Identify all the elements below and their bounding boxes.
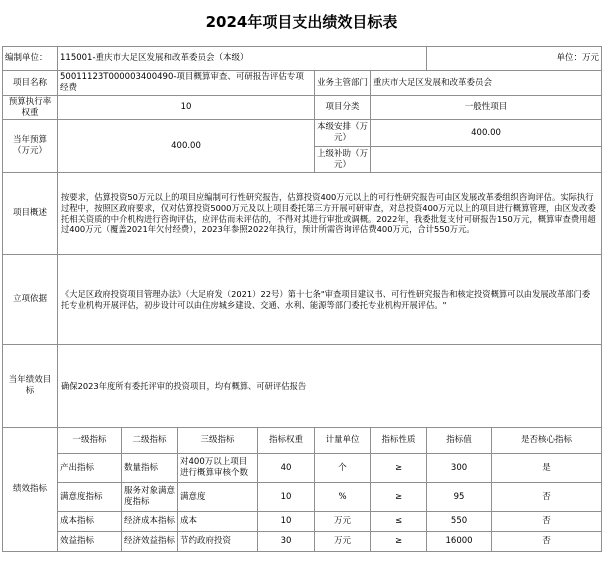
indicator-l1: 效益指标 [58, 532, 122, 552]
indicator-header: 三级指标 [178, 428, 258, 454]
indicator-unit: 万元 [315, 512, 371, 532]
indicator-l2: 服务对象满意度指标 [122, 483, 178, 512]
budget-label: 当年预算（万元） [3, 120, 58, 173]
project-name-value: 50011123T000003400490-项目概算审查、可研报告评估专项经费 [58, 71, 315, 96]
exec-rate-value: 10 [58, 96, 315, 120]
indicator-l3: 成本 [178, 512, 258, 532]
dept-label: 业务主管部门 [315, 71, 371, 96]
indicator-unit: 万元 [315, 532, 371, 552]
overview-row [3, 173, 602, 255]
project-name-label: 项目名称 [3, 71, 58, 96]
basis-text: 《大足区政府投资项目管理办法》（大足府发（2021）22号）第十七条"审查项目建议书、可行性研究报告和核定投资概算可以由发展改革部门委托专业机构开展评估，初步设计可以由住房城乡建设、交通、水利、能源等部门委托专业机构开展评估。" [58, 255, 602, 345]
project-name-row [3, 71, 602, 96]
indicator-weight: 40 [258, 454, 315, 483]
indicator-header: 指标值 [427, 428, 492, 454]
indicator-value: 16000 [427, 532, 492, 552]
indicator-l1: 满意度指标 [58, 483, 122, 512]
indicator-nature: ≥ [371, 532, 427, 552]
indicator-weight: 30 [258, 532, 315, 552]
overview-label: 项目概述 [3, 173, 58, 255]
indicator-core: 否 [492, 512, 602, 532]
performance-table [2, 46, 602, 552]
indicator-value: 300 [427, 454, 492, 483]
indicator-header: 一级指标 [58, 428, 122, 454]
exec-rate-label: 预算执行率权重 [3, 96, 58, 120]
indicator-l2: 经济效益指标 [122, 532, 178, 552]
indicator-unit: % [315, 483, 371, 512]
indicator-weight: 10 [258, 512, 315, 532]
org-value: 115001-重庆市大足区发展和改革委员会（本级） [58, 47, 427, 71]
indicator-core: 否 [492, 532, 602, 552]
indicator-weight: 10 [258, 483, 315, 512]
overview-text: 按要求，估算投资50万元以上的项目应编制可行性研究报告，估算投资400万元以上的可行性研究报告可由区发展改革委组织咨询评估。实际执行过程中，按照区政府要求，仅对估算投资5000万元及以上项目委托第三方开展可研审查，对总投资400万元以上的项目进行概算管理，由区发改委托相关资质的中介机构进行咨询评估，应评估而未评估的，不得对其进行审批或调概。2022年，我委批复支付可研报告150万元，概算审查费用超过400万元（覆盖2021年欠付经费），2023年参照2022年执行，预计所需咨询评估费400万元，合计550万元。 [58, 173, 602, 255]
indicator-header-row [3, 428, 602, 454]
budget-value: 400.00 [58, 120, 315, 173]
exec-rate-row [3, 96, 602, 120]
unit-label: 单位：万元 [427, 47, 602, 71]
indicator-l1: 成本指标 [58, 512, 122, 532]
indicator-l2: 经济成本指标 [122, 512, 178, 532]
indicator-value: 95 [427, 483, 492, 512]
budget-row [3, 120, 602, 147]
indicator-header: 是否核心指标 [492, 428, 602, 454]
indicator-row [3, 454, 602, 483]
indicator-header: 计量单位 [315, 428, 371, 454]
indicator-row [3, 512, 602, 532]
dept-value: 重庆市大足区发展和改革委员会 [371, 71, 602, 96]
local-value: 400.00 [371, 120, 602, 147]
indicator-row [3, 483, 602, 512]
indicator-core: 否 [492, 483, 602, 512]
goal-row [3, 345, 602, 428]
indicator-nature: ≤ [371, 512, 427, 532]
indicator-header: 指标权重 [258, 428, 315, 454]
unit-row [3, 47, 602, 71]
basis-label: 立项依据 [3, 255, 58, 345]
indicator-nature: ≥ [371, 454, 427, 483]
indicator-l1: 产出指标 [58, 454, 122, 483]
indicator-unit: 个 [315, 454, 371, 483]
goal-label: 当年绩效目标 [3, 345, 58, 428]
indicator-header: 二级指标 [122, 428, 178, 454]
indicator-l3: 对400万以上项目进行概算审核个数 [178, 454, 258, 483]
indicators-label: 绩效指标 [3, 428, 58, 552]
subsidy-label: 上级补助（万元） [315, 147, 371, 173]
indicator-header: 指标性质 [371, 428, 427, 454]
indicator-nature: ≥ [371, 483, 427, 512]
indicator-l3: 节约政府投资 [178, 532, 258, 552]
category-value: 一般性项目 [371, 96, 602, 120]
indicator-core: 是 [492, 454, 602, 483]
org-label: 编制单位： [3, 47, 58, 71]
page-title: 2024年项目支出绩效目标表 [205, 13, 398, 31]
category-label: 项目分类 [315, 96, 371, 120]
basis-row [3, 255, 602, 345]
indicator-value: 550 [427, 512, 492, 532]
subsidy-value [371, 147, 602, 173]
indicator-l2: 数量指标 [122, 454, 178, 483]
indicator-l3: 满意度 [178, 483, 258, 512]
local-label: 本级安排（万元） [315, 120, 371, 147]
indicator-row [3, 532, 602, 552]
goal-text: 确保2023年度所有委托评审的投资项目，均有概算、可研评估报告 [58, 345, 602, 428]
